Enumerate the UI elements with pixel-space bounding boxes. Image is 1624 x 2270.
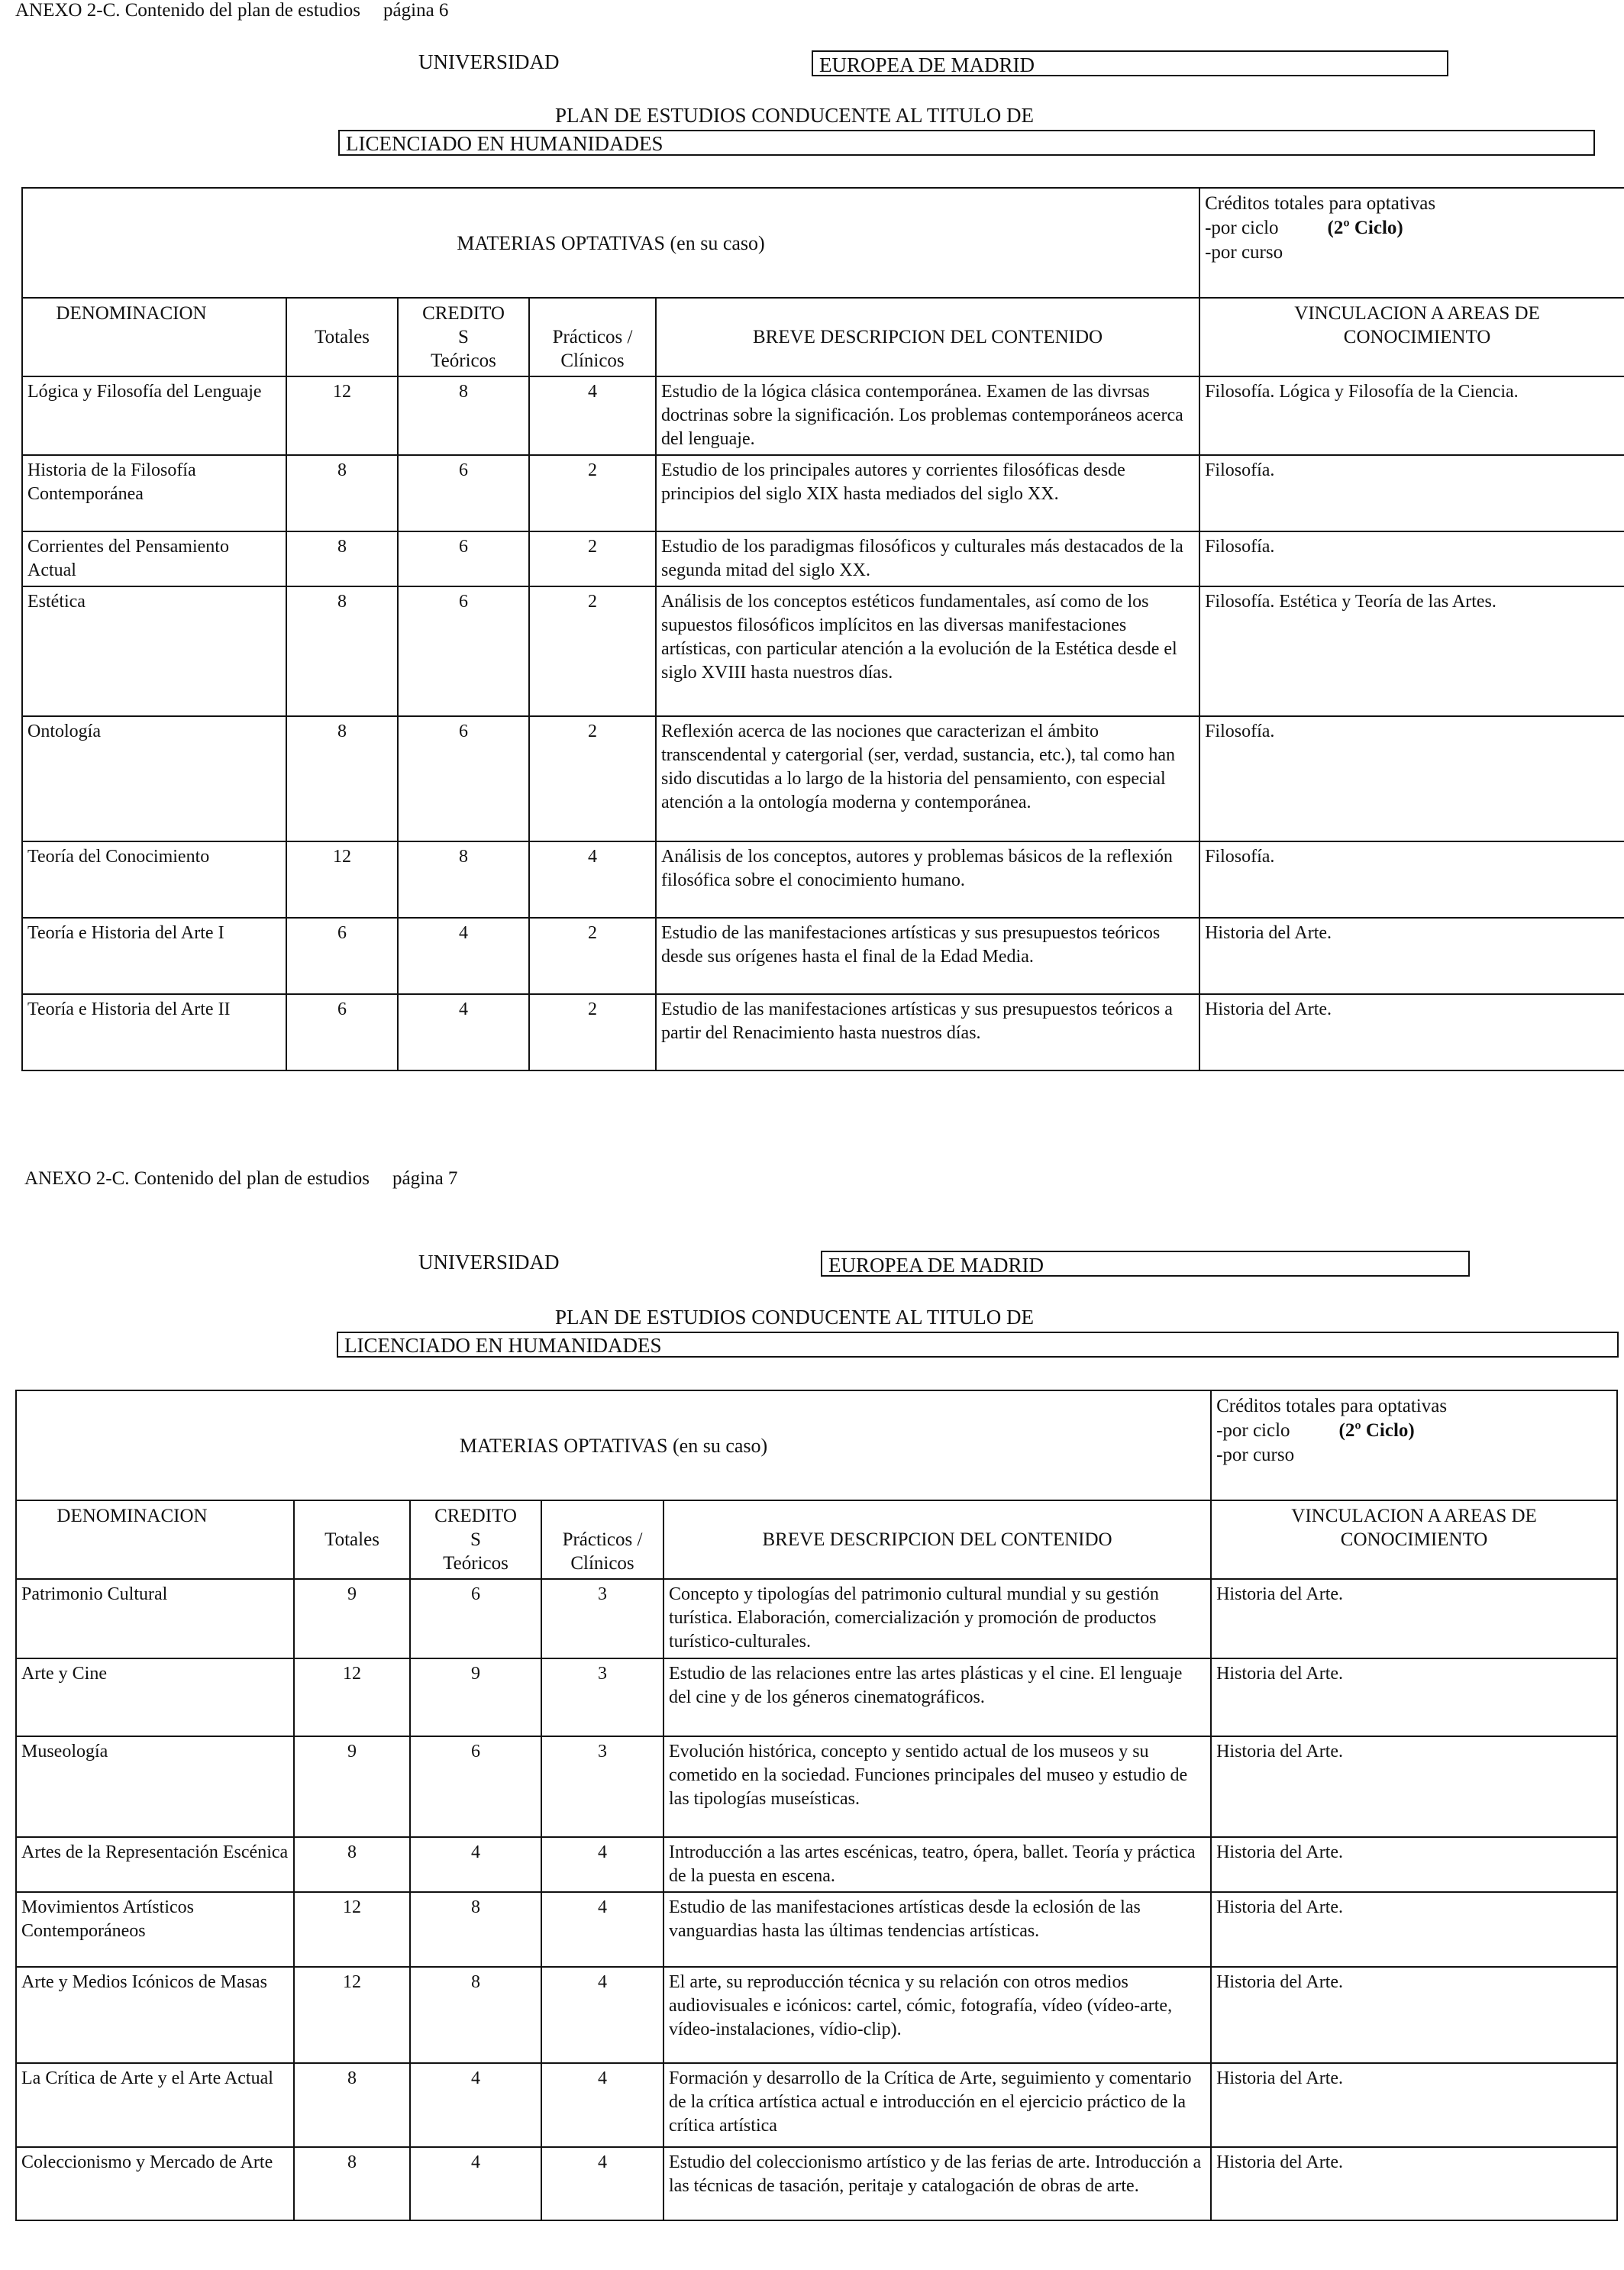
content-description: Estudio de los paradigmas filosóficos y culturales más destacados de la segunda mitad del siglo XX. — [656, 531, 1199, 586]
subject-name: Arte y Cine — [16, 1658, 294, 1736]
header-creditos: CREDITO S Teóricos — [398, 298, 529, 376]
content-description: Análisis de los conceptos estéticos fundamentales, así como de los supuestos filosóficos implícitos en las diversas manifestaciones artísticas, con particular atención a la evolución de la Estética desde el siglo XVIII hasta nuestros días. — [656, 586, 1199, 716]
content-description: El arte, su reproducción técnica y su relación con otros medios audiovisuales e icónicos: cartel, cómic, fotografía, vídeo (vídeo-arte, vídeo-instalaciones, vídio-clip). — [663, 1967, 1211, 2063]
column-header-row — [22, 298, 1624, 376]
content-description: Estudio de las relaciones entre las artes plásticas y el cine. El lenguaje del cine y de los géneros cinematográficos. — [663, 1658, 1211, 1736]
practical-credits: 2 — [529, 918, 656, 994]
practical-credits: 3 — [541, 1658, 663, 1736]
optativas-table — [15, 1390, 1618, 2221]
subject-name: Historia de la Filosofía Contemporánea — [22, 455, 286, 531]
table-row — [22, 455, 1624, 531]
subject-name: Teoría e Historia del Arte I — [22, 918, 286, 994]
theory-credits: 4 — [398, 994, 529, 1070]
column-header-row — [16, 1500, 1617, 1579]
theory-credits: 6 — [398, 455, 529, 531]
header-descripcion: BREVE DESCRIPCION DEL CONTENIDO — [656, 298, 1199, 376]
knowledge-area: Filosofía. Estética y Teoría de las Artes. — [1199, 586, 1624, 716]
theory-credits: 8 — [410, 1892, 541, 1967]
table-row — [16, 1579, 1617, 1658]
header-totales: Totales — [286, 298, 398, 376]
content-description: Reflexión acerca de las nociones que caracterizan el ámbito transcendental y catergorial (ser, verdad, sustancia, etc.), tal como han sido discutidas a lo largo de la historia del pensamiento, con especial atención a la ontología moderna y contemporánea. — [656, 716, 1199, 841]
content-description: Estudio del coleccionismo artístico y de las ferias de arte. Introducción a las técnicas de tasación, peritaje y catalogación de obras de arte. — [663, 2147, 1211, 2220]
annex-title: ANEXO 2-C. Contenido del plan de estudios — [24, 1168, 370, 1189]
subject-name: Patrimonio Cultural — [16, 1579, 294, 1658]
universidad-label: UNIVERSIDAD — [418, 1251, 560, 1274]
practical-credits: 4 — [541, 2063, 663, 2147]
subject-name: Estética — [22, 586, 286, 716]
subject-name: Arte y Medios Icónicos de Masas — [16, 1967, 294, 2063]
creditos-line3: -por curso — [1205, 242, 1283, 263]
subject-name: Museología — [16, 1736, 294, 1837]
creditos-line2: -por ciclo — [1216, 1420, 1290, 1441]
materias-title: MATERIAS OPTATIVAS (en su caso) — [16, 1390, 1211, 1500]
knowledge-area: Historia del Arte. — [1199, 918, 1624, 994]
table-row — [22, 376, 1624, 455]
header-denominacion: DENOMINACION — [22, 298, 286, 376]
universidad-label: UNIVERSIDAD — [418, 50, 560, 73]
knowledge-area: Historia del Arte. — [1211, 1967, 1617, 2063]
header-creditos: CREDITO S Teóricos — [410, 1500, 541, 1579]
total-credits: 6 — [286, 994, 398, 1070]
total-credits: 12 — [286, 841, 398, 918]
theory-credits: 6 — [410, 1579, 541, 1658]
document-page-6 — [0, 0, 1624, 1092]
knowledge-area: Filosofía. Lógica y Filosofía de la Ciencia. — [1199, 376, 1624, 455]
annex-header — [15, 0, 471, 21]
subject-name: La Crítica de Arte y el Arte Actual — [16, 2063, 294, 2147]
total-credits: 8 — [294, 1837, 410, 1892]
practical-credits: 4 — [541, 1837, 663, 1892]
theory-credits: 9 — [410, 1658, 541, 1736]
subject-name: Artes de la Representación Escénica — [16, 1837, 294, 1892]
content-description: Introducción a las artes escénicas, teatro, ópera, ballet. Teoría y práctica de la puesta en escena. — [663, 1837, 1211, 1892]
subject-name: Corrientes del Pensamiento Actual — [22, 531, 286, 586]
subject-name: Teoría del Conocimiento — [22, 841, 286, 918]
total-credits: 8 — [286, 586, 398, 716]
table-title-row — [22, 188, 1624, 298]
annex-page-number: página 6 — [383, 0, 449, 21]
header-practicos: Prácticos / Clínicos — [529, 298, 656, 376]
content-description: Estudio de la lógica clásica contemporánea. Examen de las divrsas doctrinas sobre la significación. Los problemas contemporáneos acerca del lenguaje. — [656, 376, 1199, 455]
table-row — [16, 1967, 1617, 2063]
practical-credits: 2 — [529, 994, 656, 1070]
practical-credits: 2 — [529, 586, 656, 716]
theory-credits: 4 — [410, 2147, 541, 2220]
annex-title: ANEXO 2-C. Contenido del plan de estudios — [15, 0, 361, 21]
practical-credits: 2 — [529, 531, 656, 586]
total-credits: 12 — [286, 376, 398, 455]
theory-credits: 8 — [398, 841, 529, 918]
knowledge-area: Historia del Arte. — [1211, 1579, 1617, 1658]
total-credits: 8 — [286, 716, 398, 841]
knowledge-area: Filosofía. — [1199, 531, 1624, 586]
table-row — [22, 918, 1624, 994]
practical-credits: 3 — [541, 1579, 663, 1658]
creditos-line1: Créditos totales para optativas — [1205, 193, 1436, 214]
creditos-line2: -por ciclo — [1205, 218, 1279, 238]
knowledge-area: Historia del Arte. — [1211, 1658, 1617, 1736]
ciclo-label: (2º Ciclo) — [1327, 218, 1403, 238]
table-row — [16, 1892, 1617, 1967]
knowledge-area: Historia del Arte. — [1211, 1837, 1617, 1892]
content-description: Estudio de las manifestaciones artísticas desde la eclosión de las vanguardias hasta las últimas tendencias artísticas. — [663, 1892, 1211, 1967]
table-row — [16, 2147, 1617, 2220]
knowledge-area: Historia del Arte. — [1199, 994, 1624, 1070]
plan-label: PLAN DE ESTUDIOS CONDUCENTE AL TITULO DE — [555, 1306, 1034, 1329]
theory-credits: 6 — [410, 1736, 541, 1837]
table-row — [22, 994, 1624, 1070]
practical-credits: 2 — [529, 716, 656, 841]
practical-credits: 4 — [541, 1967, 663, 2063]
knowledge-area: Historia del Arte. — [1211, 2063, 1617, 2147]
table-row — [16, 2063, 1617, 2147]
total-credits: 8 — [294, 2063, 410, 2147]
header-totales: Totales — [294, 1500, 410, 1579]
ciclo-label: (2º Ciclo) — [1338, 1420, 1415, 1441]
theory-credits: 4 — [410, 2063, 541, 2147]
materias-title: MATERIAS OPTATIVAS (en su caso) — [22, 188, 1199, 298]
content-description: Estudio de los principales autores y corrientes filosóficas desde principios del siglo XIX hasta mediados del siglo XX. — [656, 455, 1199, 531]
practical-credits: 3 — [541, 1736, 663, 1837]
practical-credits: 4 — [529, 841, 656, 918]
subject-name: Coleccionismo y Mercado de Arte — [16, 2147, 294, 2220]
content-description: Análisis de los conceptos, autores y problemas básicos de la reflexión filosófica sobre el conocimiento humano. — [656, 841, 1199, 918]
knowledge-area: Historia del Arte. — [1211, 1892, 1617, 1967]
practical-credits: 4 — [529, 376, 656, 455]
theory-credits: 8 — [398, 376, 529, 455]
subject-name: Teoría e Historia del Arte II — [22, 994, 286, 1070]
practical-credits: 2 — [529, 455, 656, 531]
degree-value: LICENCIADO EN HUMANIDADES — [338, 130, 1595, 156]
creditos-line1: Créditos totales para optativas — [1216, 1396, 1448, 1416]
creditos-box — [1211, 1390, 1617, 1500]
header-vinculacion: VINCULACION A AREAS DE CONOCIMIENTO — [1199, 298, 1624, 376]
table-row — [16, 1736, 1617, 1837]
table-title-row — [16, 1390, 1617, 1500]
table-row — [16, 1837, 1617, 1892]
knowledge-area: Filosofía. — [1199, 455, 1624, 531]
table-row — [22, 716, 1624, 841]
total-credits: 12 — [294, 1892, 410, 1967]
total-credits: 8 — [286, 531, 398, 586]
knowledge-area: Historia del Arte. — [1211, 2147, 1617, 2220]
plan-label: PLAN DE ESTUDIOS CONDUCENTE AL TITULO DE — [555, 104, 1034, 127]
header-practicos: Prácticos / Clínicos — [541, 1500, 663, 1579]
header-vinculacion: VINCULACION A AREAS DE CONOCIMIENTO — [1211, 1500, 1617, 1579]
content-description: Evolución histórica, concepto y sentido actual de los museos y su cometido en la sociedad. Funciones principales del museo y estudio de las tipologías museísticas. — [663, 1736, 1211, 1837]
creditos-line3: -por curso — [1216, 1445, 1295, 1465]
table-row — [16, 1658, 1617, 1736]
creditos-box — [1199, 188, 1624, 298]
table-row — [22, 841, 1624, 918]
universidad-value: EUROPEA DE MADRID — [821, 1251, 1470, 1277]
subject-name: Ontología — [22, 716, 286, 841]
knowledge-area: Historia del Arte. — [1211, 1736, 1617, 1837]
total-credits: 12 — [294, 1658, 410, 1736]
subject-name: Movimientos Artísticos Contemporáneos — [16, 1892, 294, 1967]
universidad-value: EUROPEA DE MADRID — [812, 50, 1448, 76]
content-description: Estudio de las manifestaciones artísticas y sus presupuestos teóricos a partir del Renacimiento hasta nuestros días. — [656, 994, 1199, 1070]
theory-credits: 6 — [398, 586, 529, 716]
content-description: Formación y desarrollo de la Crítica de Arte, seguimiento y comentario de la crítica artística actual e introducción en el ejercicio práctico de la crítica artística — [663, 2063, 1211, 2147]
theory-credits: 8 — [410, 1967, 541, 2063]
header-denominacion: DENOMINACION — [16, 1500, 294, 1579]
annex-header — [24, 1168, 480, 1190]
total-credits: 6 — [286, 918, 398, 994]
theory-credits: 4 — [410, 1837, 541, 1892]
theory-credits: 6 — [398, 716, 529, 841]
theory-credits: 4 — [398, 918, 529, 994]
document-page-7 — [0, 1168, 1624, 2270]
degree-value: LICENCIADO EN HUMANIDADES — [337, 1332, 1619, 1358]
content-description: Estudio de las manifestaciones artísticas y sus presupuestos teóricos desde sus orígenes hasta el final de la Edad Media. — [656, 918, 1199, 994]
knowledge-area: Filosofía. — [1199, 716, 1624, 841]
table-row — [22, 586, 1624, 716]
practical-credits: 4 — [541, 1892, 663, 1967]
header-descripcion: BREVE DESCRIPCION DEL CONTENIDO — [663, 1500, 1211, 1579]
annex-page-number: página 7 — [392, 1168, 458, 1189]
total-credits: 8 — [294, 2147, 410, 2220]
total-credits: 9 — [294, 1736, 410, 1837]
table-row — [22, 531, 1624, 586]
knowledge-area: Filosofía. — [1199, 841, 1624, 918]
practical-credits: 4 — [541, 2147, 663, 2220]
subject-name: Lógica y Filosofía del Lenguaje — [22, 376, 286, 455]
theory-credits: 6 — [398, 531, 529, 586]
total-credits: 9 — [294, 1579, 410, 1658]
total-credits: 8 — [286, 455, 398, 531]
optativas-table — [21, 187, 1624, 1071]
content-description: Concepto y tipologías del patrimonio cultural mundial y su gestión turística. Elaboración, comercialización y promoción de productos turístico-culturales. — [663, 1579, 1211, 1658]
total-credits: 12 — [294, 1967, 410, 2063]
